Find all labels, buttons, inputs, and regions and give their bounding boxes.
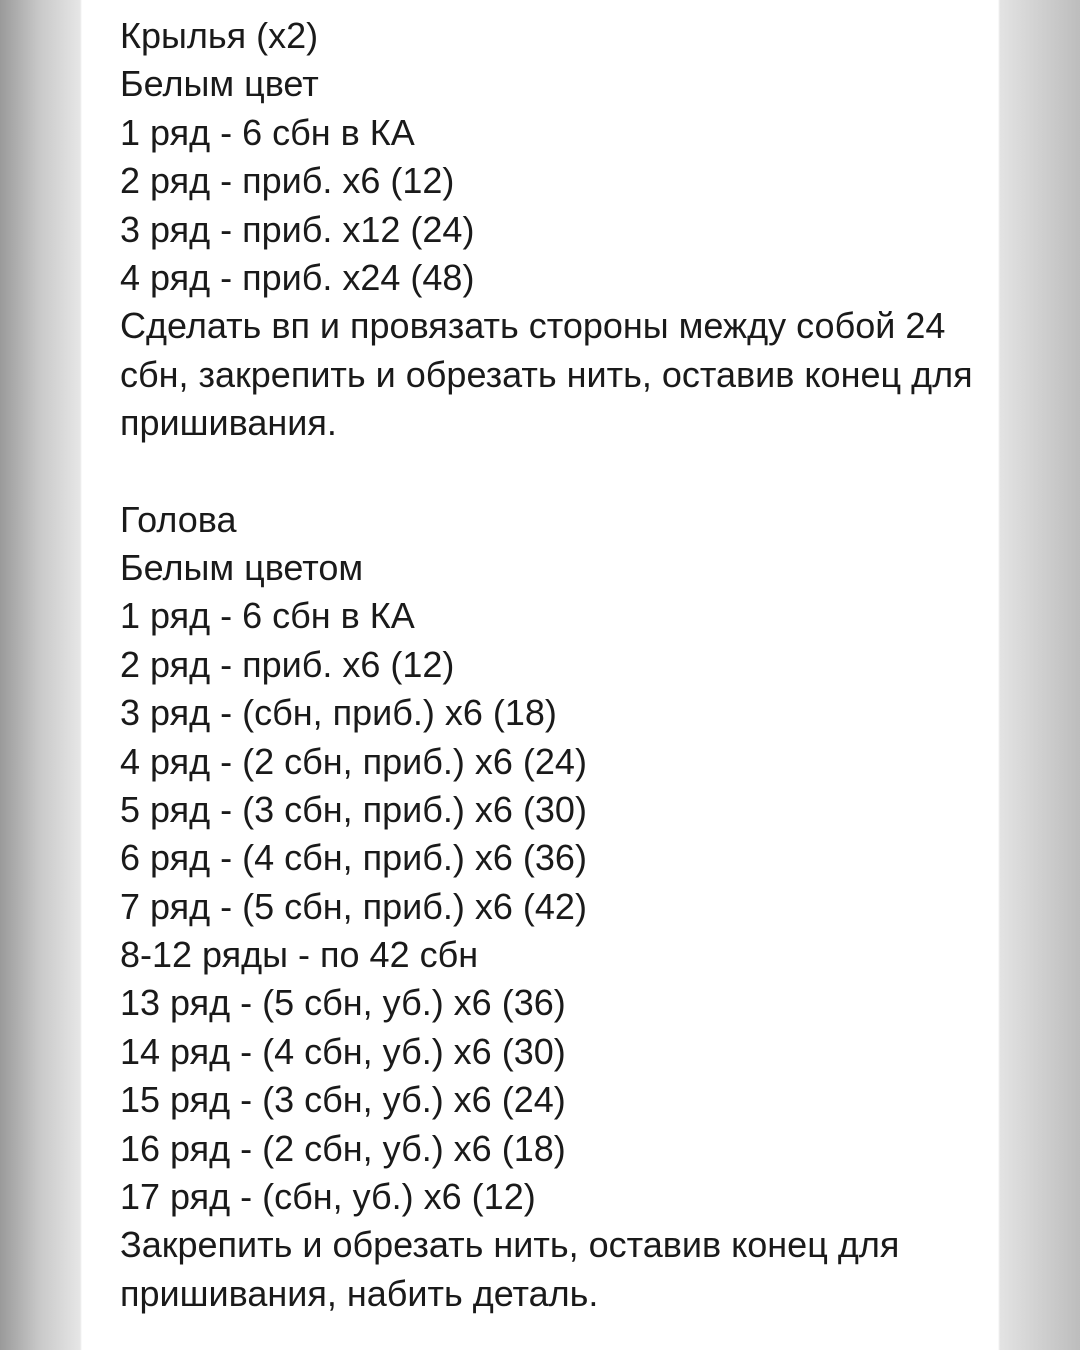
wings-section (120, 12, 990, 448)
head-finishing-note: Закрепить и обрезать нить, оставив конец для пришивания, набить деталь. (120, 1224, 900, 1314)
wings-title: Крылья (x2) (120, 15, 319, 56)
head-row-15: 15 ряд - (3 сбн, уб.) х6 (24) (120, 1079, 566, 1121)
head-title: Голова (120, 498, 237, 540)
head-row-6: 6 ряд - (4 сбн, приб.) х6 (36) (120, 837, 587, 879)
wings-row-1: 1 ряд - 6 сбн в КА (120, 111, 415, 153)
head-row-4: 4 ряд - (2 сбн, приб.) х6 (24) (120, 740, 587, 782)
head-row-5: 5 ряд - (3 сбн, приб.) х6 (30) (120, 788, 587, 830)
section-gap (120, 448, 990, 496)
head-row-2: 2 ряд - приб. х6 (12) (120, 643, 455, 685)
head-row-17: 17 ряд - (сбн, уб.) х6 (12) (120, 1176, 536, 1218)
head-row-16: 16 ряд - (2 сбн, уб.) х6 (18) (120, 1127, 566, 1169)
document-page (82, 0, 998, 1350)
head-color-line: Белым цветом (120, 546, 364, 588)
head-section (120, 496, 990, 1319)
wings-row-4: 4 ряд - приб. х24 (48) (120, 256, 475, 298)
pattern-text (120, 12, 990, 1318)
head-row-3: 3 ряд - (сбн, приб.) х6 (18) (120, 692, 557, 734)
head-rows-8-12: 8-12 ряды - по 42 сбн (120, 934, 479, 976)
head-row-7: 7 ряд - (5 сбн, приб.) х6 (42) (120, 885, 587, 927)
head-row-14: 14 ряд - (4 сбн, уб.) х6 (30) (120, 1030, 566, 1072)
wings-row-3: 3 ряд - приб. х12 (24) (120, 208, 475, 250)
head-row-13: 13 ряд - (5 сбн, уб.) х6 (36) (120, 982, 566, 1024)
wings-row-2: 2 ряд - приб. х6 (12) (120, 160, 455, 202)
head-row-1: 1 ряд - 6 сбн в КА (120, 595, 415, 637)
wings-finishing-note: Сделать вп и провязать стороны между собой 24 сбн, закрепить и обрезать нить, оставив конец для пришивания. (120, 305, 973, 444)
wings-color-line: Белым цвет (120, 63, 319, 105)
